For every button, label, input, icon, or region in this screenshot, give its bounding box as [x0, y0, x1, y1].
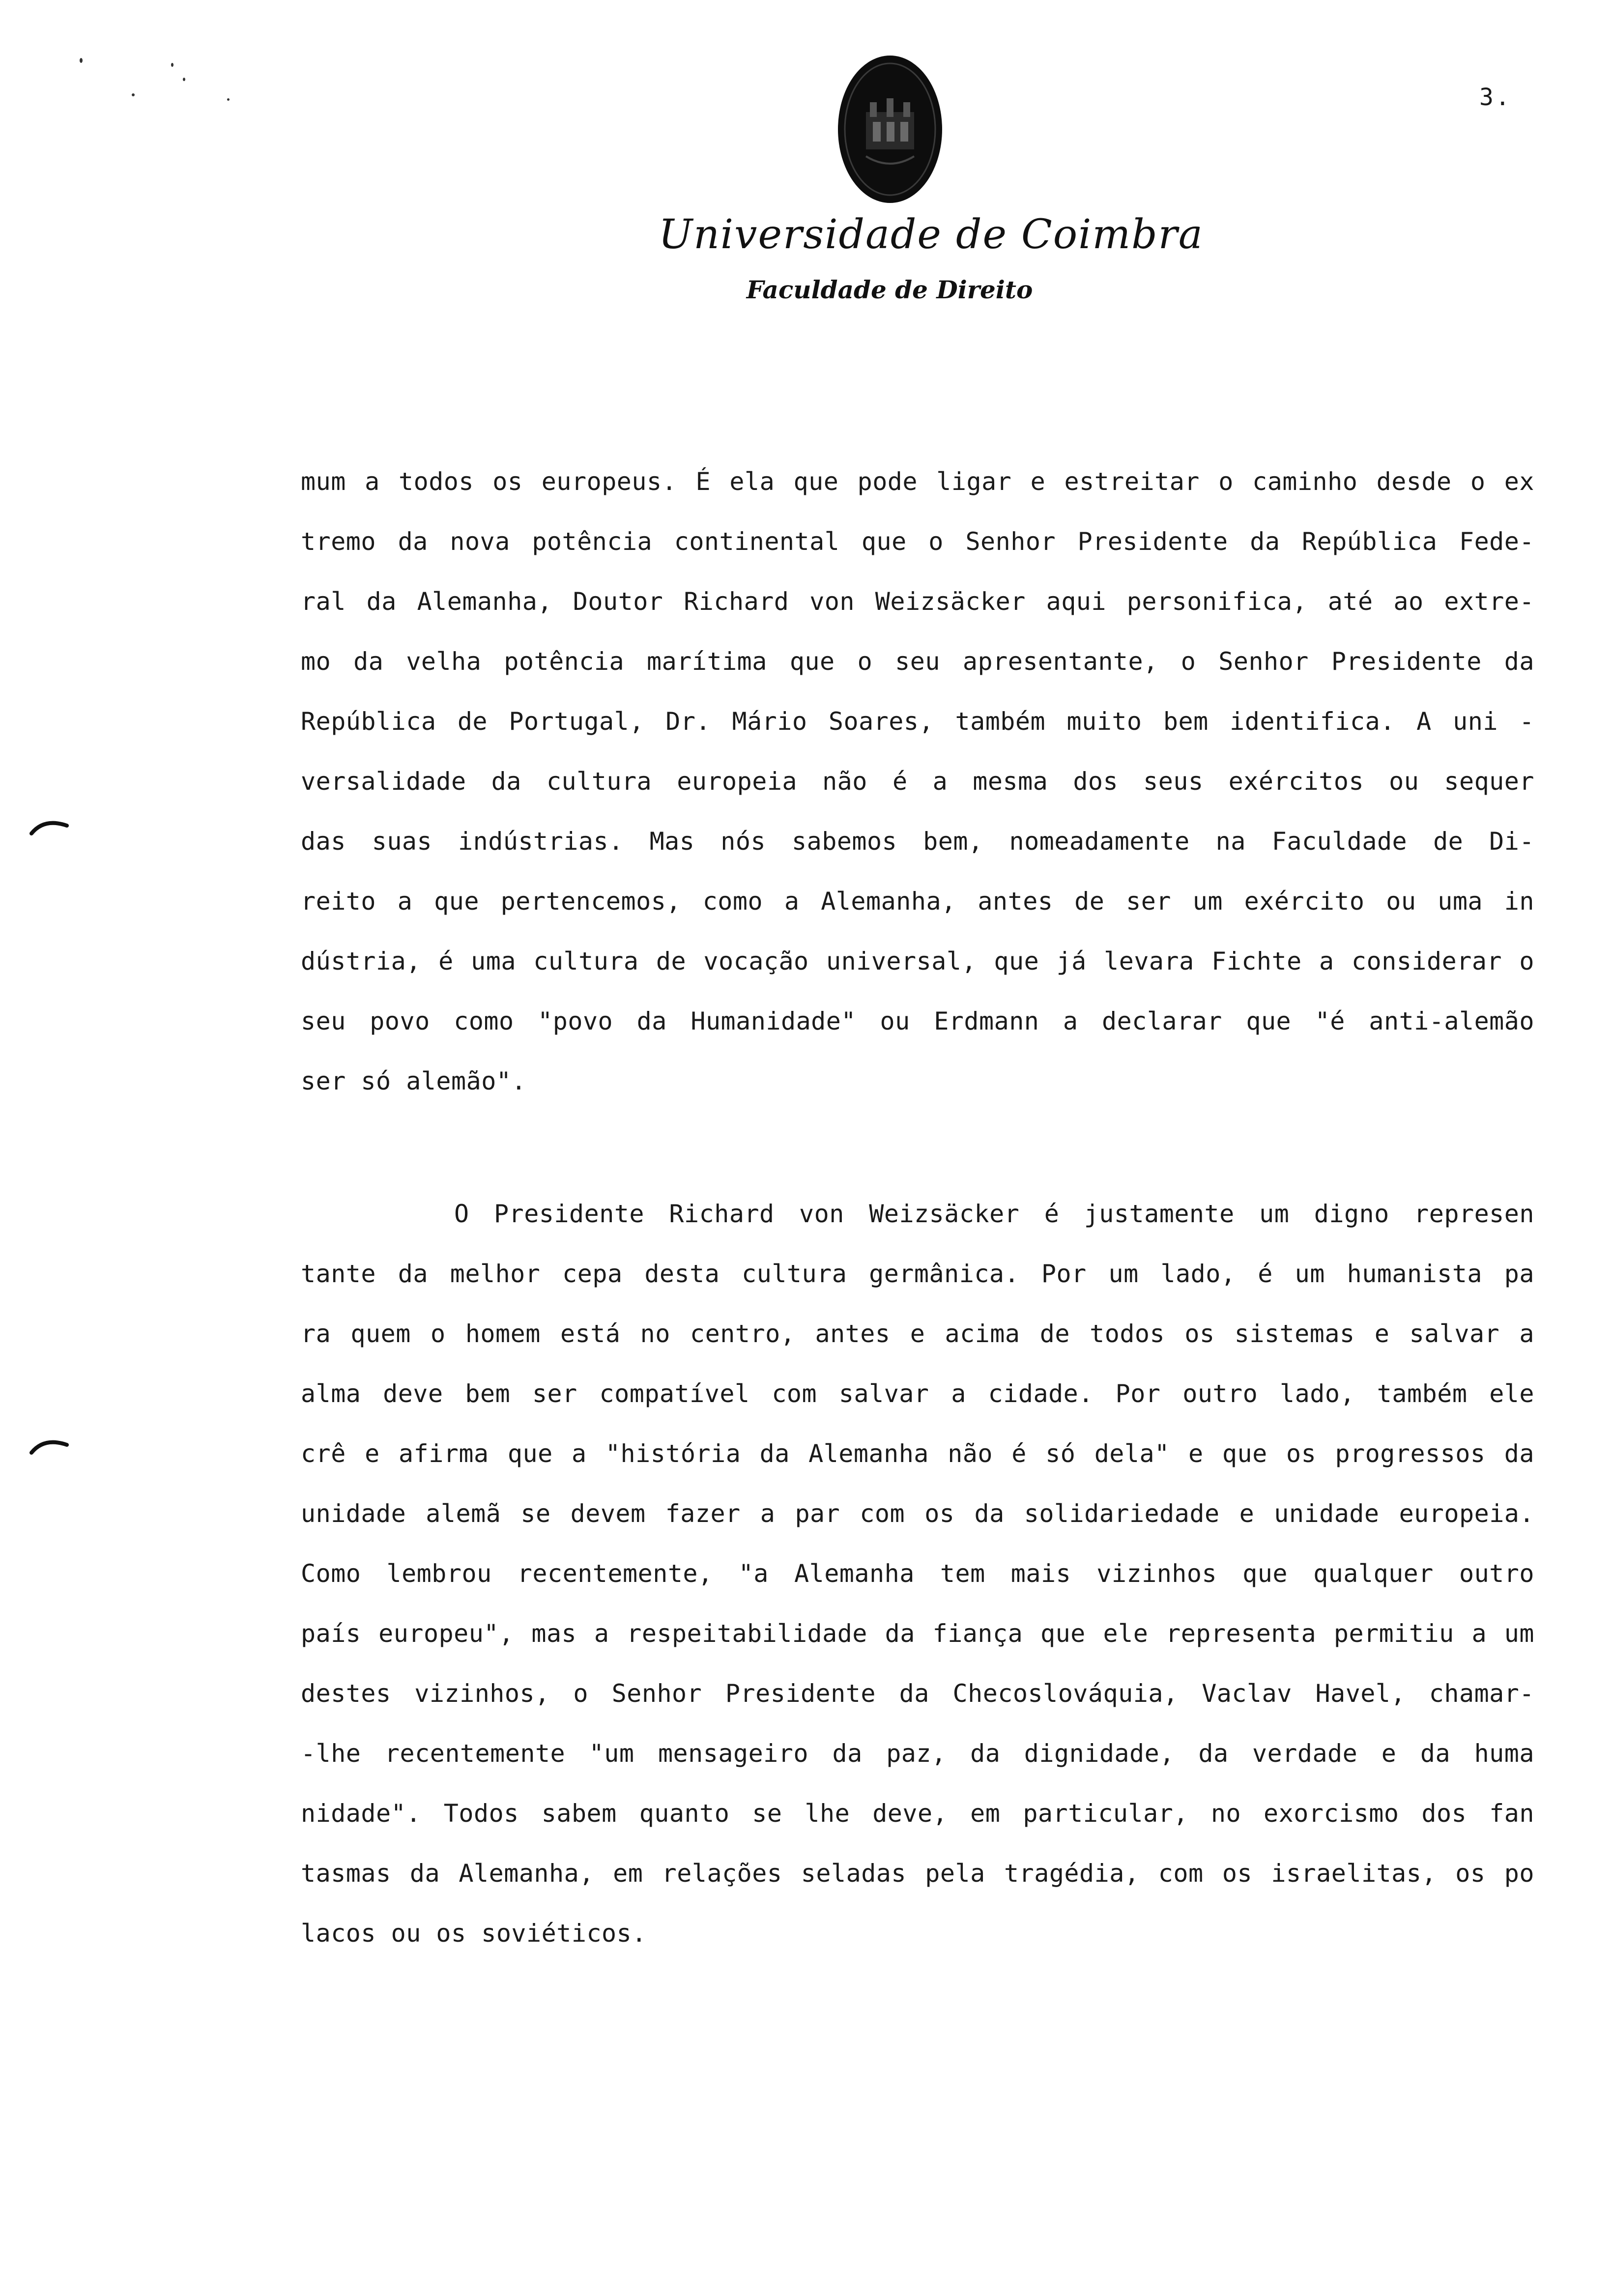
text-line: mum a todos os europeus. É ela que pode ligar e estreitar o caminho desde o ex	[301, 467, 1534, 496]
text-line: alma deve bem ser compatível com salvar a cidade. Por outro lado, também ele	[301, 1379, 1534, 1408]
text-line: O Presidente Richard von Weizsäcker é justamente um digno represen	[454, 1200, 1534, 1228]
text-line: Como lembrou recentemente, "a Alemanha tem mais vizinhos que qualquer outro	[301, 1559, 1534, 1588]
scan-speck	[171, 63, 173, 67]
scan-speck	[132, 93, 135, 96]
text-line: nidade". Todos sabem quanto se lhe deve, em particular, no exorcismo dos fan	[301, 1799, 1534, 1828]
text-line: ra quem o homem está no centro, antes e acima de todos os sistemas e salvar a	[301, 1320, 1534, 1348]
text-line: país europeu", mas a respeitabilidade da fiança que ele representa permitiu a um	[301, 1619, 1534, 1648]
letterhead-subtitle: Faculdade de Direito	[746, 275, 1033, 304]
text-line: dústria, é uma cultura de vocação universal, que já levara Fichte a considerar o	[301, 947, 1534, 976]
text-line: reito a que pertencemos, como a Alemanha, antes de ser um exército ou uma in	[301, 887, 1534, 916]
text-line: tremo da nova potência continental que o Senhor Presidente da República Fede-	[301, 527, 1534, 556]
text-line: República de Portugal, Dr. Mário Soares, também muito bem identifica. A uni -	[301, 707, 1534, 736]
text-line: ral da Alemanha, Doutor Richard von Weizsäcker aqui personifica, até ao extre-	[301, 587, 1534, 616]
punch-hole-mark-icon	[29, 1435, 69, 1455]
text-line: crê e afirma que a "história da Alemanha não é só dela" e que os progressos da	[301, 1439, 1534, 1468]
letterhead-title: Universidade de Coimbra	[659, 211, 1204, 258]
text-line: lacos ou os soviéticos.	[301, 1919, 647, 1948]
text-line: seu povo como "povo da Humanidade" ou Erdmann a declarar que "é anti-alemão	[301, 1007, 1534, 1035]
scan-speck	[183, 78, 185, 81]
text-line: das suas indústrias. Mas nós sabemos bem, nomeadamente na Faculdade de Di-	[301, 827, 1534, 856]
punch-hole-mark-icon	[29, 816, 69, 835]
scan-speck	[227, 98, 230, 101]
text-line: -lhe recentemente "um mensageiro da paz, da dignidade, da verdade e da huma	[301, 1739, 1534, 1768]
page-number: 3.	[1479, 84, 1512, 111]
text-line: versalidade da cultura europeia não é a mesma dos seus exércitos ou sequer	[301, 767, 1534, 796]
text-line: tasmas da Alemanha, em relações seladas pela tragédia, com os israelitas, os po	[301, 1859, 1534, 1888]
university-seal-icon	[835, 53, 945, 205]
text-line: destes vizinhos, o Senhor Presidente da Checoslováquia, Vaclav Havel, chamar-	[301, 1679, 1534, 1708]
text-line: ser só alemão".	[301, 1067, 527, 1095]
text-line: mo da velha potência marítima que o seu apresentante, o Senhor Presidente da	[301, 647, 1534, 676]
text-line: tante da melhor cepa desta cultura germânica. Por um lado, é um humanista pa	[301, 1260, 1534, 1288]
scan-speck	[80, 58, 83, 63]
text-line: unidade alemã se devem fazer a par com os da solidariedade e unidade europeia.	[301, 1499, 1534, 1528]
